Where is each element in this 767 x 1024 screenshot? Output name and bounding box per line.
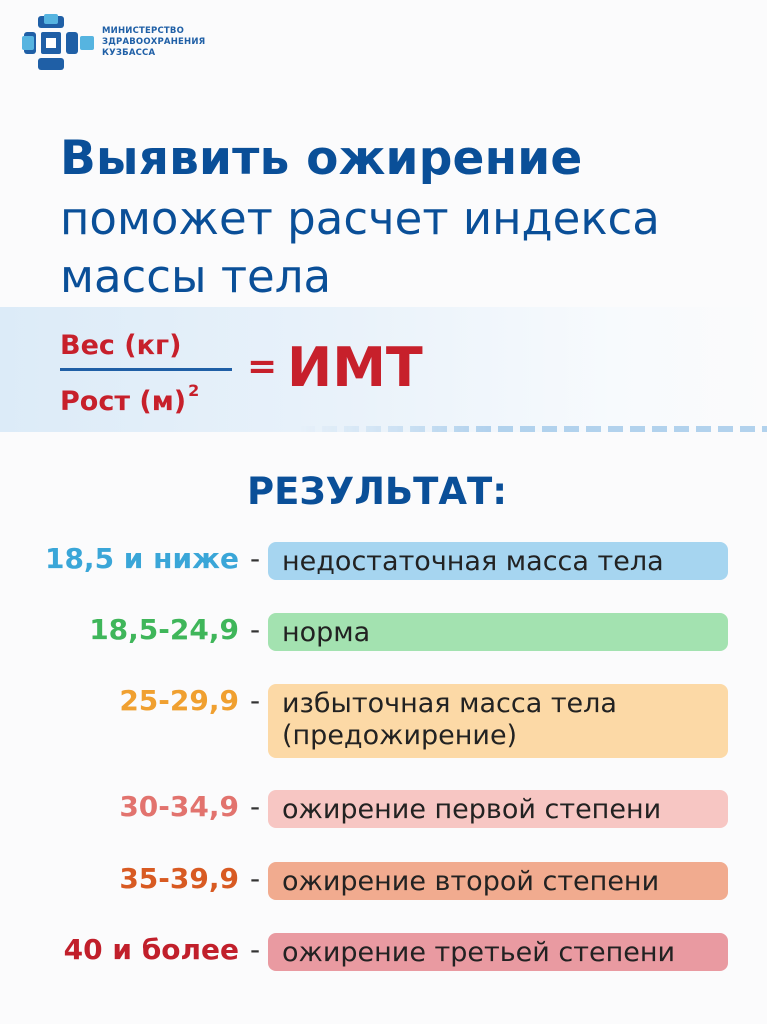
- category-dash: -: [250, 862, 261, 895]
- ministry-logo: [22, 14, 222, 72]
- bmi-fraction: [60, 328, 235, 420]
- category-pill: норма: [268, 613, 728, 651]
- fraction-numerator: Вес (кг): [60, 330, 182, 361]
- category-pill: [268, 684, 728, 758]
- category-dash: -: [250, 542, 261, 575]
- decorative-dashes: [300, 426, 767, 432]
- denominator-text: Рост (м): [60, 386, 187, 417]
- ministry-name-line-3: КУЗБАССА: [102, 48, 156, 58]
- category-dash: -: [250, 684, 261, 717]
- category-range: 40 и более: [63, 933, 239, 966]
- result-heading: РЕЗУЛЬТАТ:: [247, 470, 508, 513]
- ministry-name: [102, 26, 205, 59]
- page-title: Выявить ожирение: [60, 131, 583, 186]
- fraction-bar: [60, 368, 232, 371]
- category-pill: ожирение второй степени: [268, 862, 728, 900]
- category-dash: -: [250, 613, 261, 646]
- category-range: 18,5-24,9: [89, 613, 239, 646]
- category-pill-line-1: избыточная масса тела: [282, 688, 617, 719]
- category-pill: ожирение третьей степени: [268, 933, 728, 971]
- equals-sign: =: [247, 346, 278, 387]
- ministry-name-line-1: МИНИСТЕРСТВО: [102, 26, 185, 36]
- category-range: 25-29,9: [119, 684, 239, 717]
- category-dash: -: [250, 933, 261, 966]
- subtitle-line-1: поможет расчет индекса: [60, 192, 660, 245]
- category-pill: ожирение первой степени: [268, 790, 728, 828]
- category-pill-line-2: (предожирение): [282, 720, 518, 751]
- page-subtitle: [60, 190, 760, 306]
- ministry-name-line-2: ЗДРАВООХРАНЕНИЯ: [102, 37, 206, 47]
- medical-cross-icon: [22, 14, 96, 72]
- bmi-label: ИМТ: [287, 336, 423, 399]
- category-range: 30-34,9: [119, 790, 239, 823]
- category-range: 35-39,9: [119, 862, 239, 895]
- fraction-denominator: [60, 377, 235, 420]
- subtitle-line-2: массы тела: [60, 250, 332, 303]
- category-pill: недостаточная масса тела: [268, 542, 728, 580]
- denominator-exponent: 2: [188, 381, 200, 400]
- category-dash: -: [250, 790, 261, 823]
- category-range: 18,5 и ниже: [44, 542, 239, 575]
